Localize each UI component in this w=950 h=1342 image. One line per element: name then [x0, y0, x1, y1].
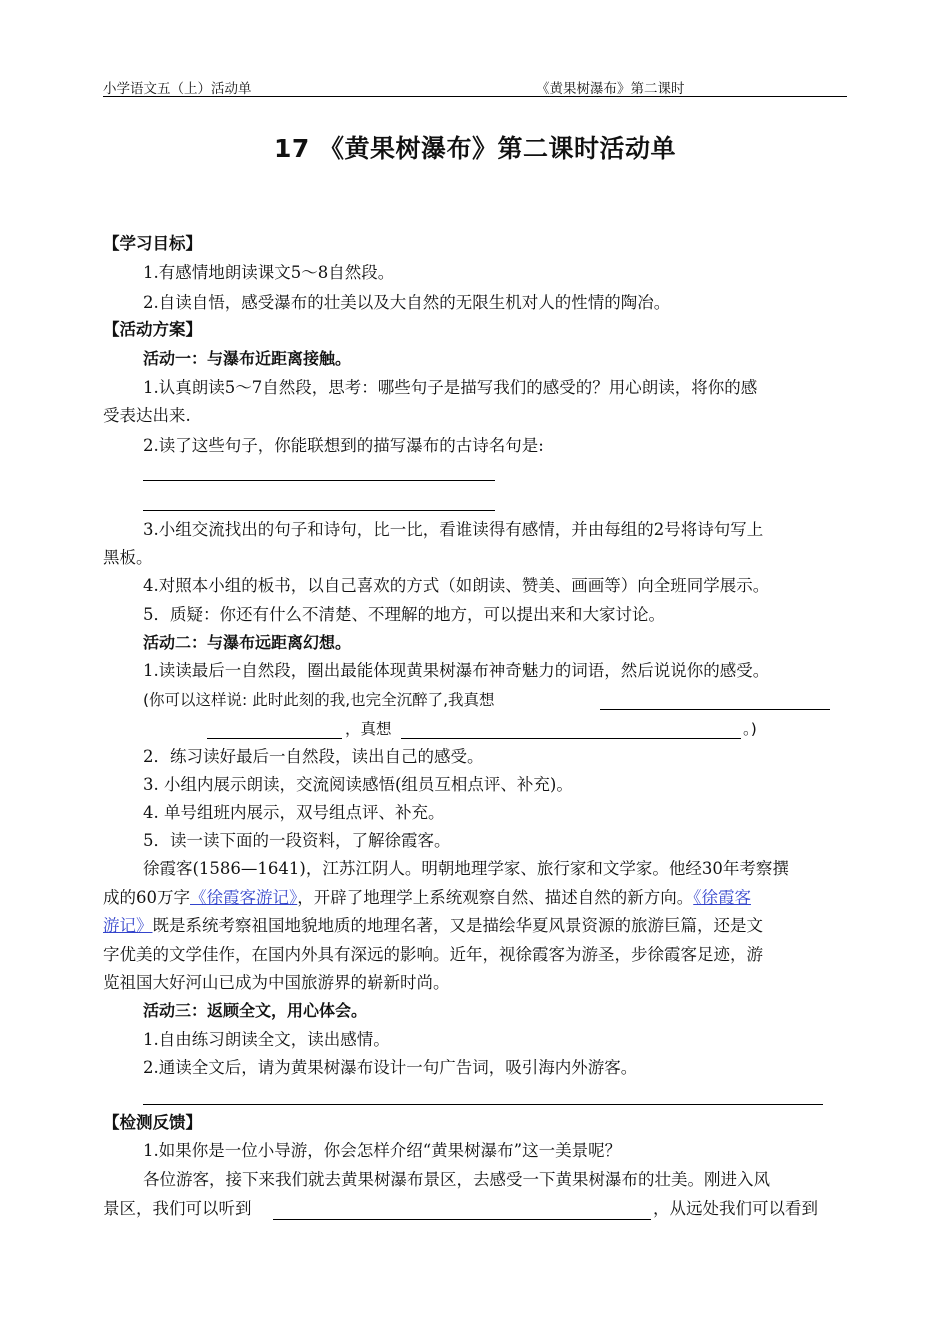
- page-title: 17 《黄果树瀑布》第二课时活动单: [274, 134, 676, 163]
- activity1-item2: 2.读了这些句子，你能联想到的描写瀑布的古诗名句是:: [143, 436, 544, 455]
- bio-line-3-text: 既是系统考察祖国地貌地质的地理名著，又是描绘华夏风景资源的旅游巨篇，还是文: [152, 916, 763, 935]
- feedback-question-1: 1.如果你是一位小导游，你会怎样介绍“黄果树瀑布”这一美景呢？: [143, 1141, 622, 1160]
- goals-heading: 【学习目标】: [103, 234, 202, 253]
- bio-line-2a: 成的60万字: [103, 888, 190, 907]
- bio-line-1: 徐霞客(1586—1641)，江苏江阴人。明朝地理学家、旅行家和文学家。他经30年考察撰: [143, 859, 789, 878]
- activity2-hint-c: 。): [743, 720, 757, 738]
- bio-line-4: 字优美的文学佳作，在国内外具有深远的影响。近年，视徐霞客为游圣，步徐霞客足迹，游: [103, 945, 763, 964]
- answer-line-wish-1[interactable]: [600, 709, 830, 710]
- activity1-item5: 5．质疑：你还有什么不清楚、不理解的地方，可以提出来和大家讨论。: [143, 605, 665, 624]
- activity2-item1: 1.读读最后一自然段，圈出最能体现黄果树瀑布神奇魅力的词语，然后说说你的感受。: [143, 661, 770, 680]
- bio-line-2b: ，开辟了地理学上系统观察自然、描述自然的新方向。: [297, 888, 694, 907]
- link-xu-xiake-travels-2b[interactable]: 游记》: [103, 916, 153, 935]
- bio-line-2: [103, 887, 751, 909]
- activity3-item2: 2.通读全文后，请为黄果树瀑布设计一句广告词，吸引海内外游客。: [143, 1058, 638, 1077]
- activity2-hint-b: ，真想: [345, 720, 392, 738]
- plan-heading: 【活动方案】: [103, 320, 202, 339]
- activity2-title: 活动二：与瀑布远距离幻想。: [143, 633, 352, 652]
- feedback-para-line-2b: ，从远处我们可以看到: [653, 1199, 818, 1218]
- header-right: 《黄果树瀑布》第二课时: [536, 81, 685, 97]
- link-xu-xiake-travels-1[interactable]: 《徐霞客游记》: [190, 888, 298, 907]
- answer-line-poem-2[interactable]: [143, 510, 495, 511]
- answer-line-poem-1[interactable]: [143, 480, 495, 481]
- answer-line-wish-3[interactable]: [401, 738, 741, 739]
- activity2-item5: 5．读一读下面的一段资料，了解徐霞客。: [143, 831, 451, 850]
- activity3-item1: 1.自由练习朗读全文，读出感情。: [143, 1030, 390, 1049]
- activity1-item4: 4.对照本小组的板书，以自己喜欢的方式（如朗读、赞美、画画等）向全班同学展示。: [143, 576, 770, 595]
- answer-line-wish-2[interactable]: [207, 738, 342, 739]
- activity1-item1-line1: 1.认真朗读5～7自然段，思考：哪些句子是描写我们的感受的？用心朗读，将你的感: [143, 378, 758, 397]
- answer-line-slogan[interactable]: [143, 1104, 823, 1105]
- activity2-item2: 2．练习读好最后一自然段，读出自己的感受。: [143, 747, 484, 766]
- activity1-item3-line2: 黑板。: [103, 548, 153, 567]
- bio-line-5: 览祖国大好河山已成为中国旅游界的崭新时尚。: [103, 973, 450, 992]
- feedback-heading: 【检测反馈】: [103, 1113, 202, 1132]
- header-left: 小学语文五（上）活动单: [103, 81, 252, 97]
- activity1-item1-line2: 受表达出来.: [103, 406, 191, 425]
- feedback-para-line-2a: 景区，我们可以听到: [103, 1199, 252, 1218]
- activity2-item4: 4. 单号组班内展示，双号组点评、补充。: [143, 803, 445, 822]
- page-header: [103, 76, 847, 97]
- activity2-item3: 3. 小组内展示朗读，交流阅读感悟(组员互相点评、补充)。: [143, 775, 573, 794]
- goal-item-1: 1.有感情地朗读课文5～8自然段。: [143, 263, 395, 282]
- answer-line-hear[interactable]: [273, 1219, 651, 1220]
- activity2-hint-a: (你可以这样说: 此时此刻的我,也完全沉醉了,我真想: [143, 691, 495, 709]
- link-xu-xiake-travels-2a[interactable]: 《徐霞客: [693, 888, 751, 907]
- feedback-para-line-1: 各位游客，接下来我们就去黄果树瀑布景区，去感受一下黄果树瀑布的壮美。刚进入风: [143, 1170, 770, 1189]
- goal-item-2: 2.自读自悟，感受瀑布的壮美以及大自然的无限生机对人的性情的陶冶。: [143, 293, 671, 312]
- activity3-title: 活动三：返顾全文，用心体会。: [143, 1001, 368, 1020]
- activity1-item3-line1: 3.小组交流找出的句子和诗句，比一比，看谁读得有感情，并由每组的2号将诗句写上: [143, 520, 764, 539]
- activity1-title: 活动一：与瀑布近距离接触。: [143, 349, 352, 368]
- bio-line-3: [103, 915, 763, 937]
